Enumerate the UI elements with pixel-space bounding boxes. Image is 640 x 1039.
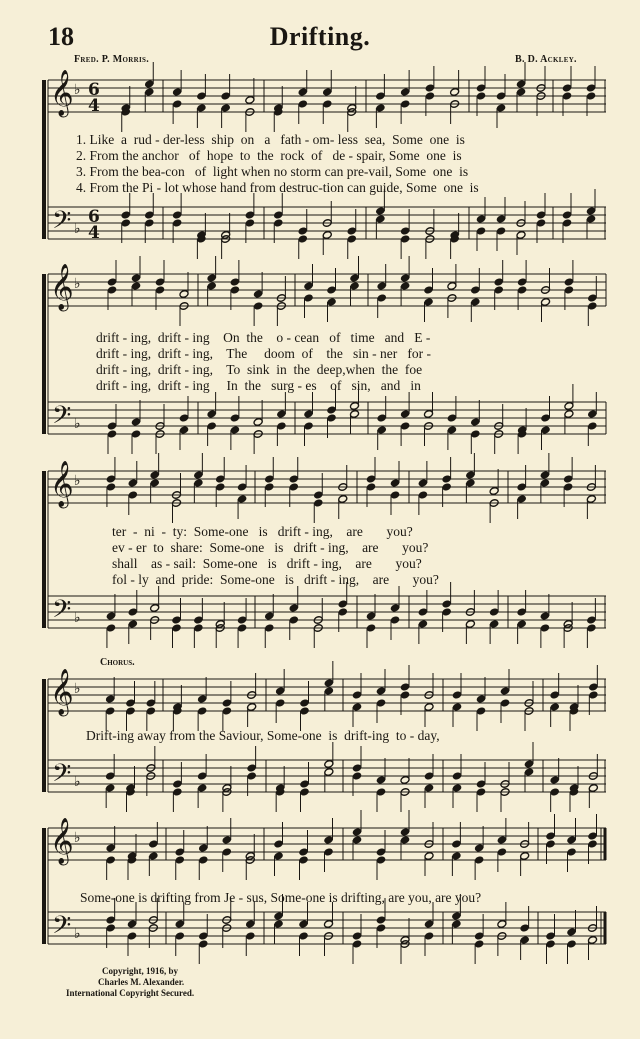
time-signature-numerator: 6 (88, 80, 100, 100)
composer-credit: B. D. Ackley. (515, 54, 577, 65)
copyright-notice (66, 966, 194, 999)
chorus-line-2: Some-one is drifting from Je - sus, Some-one is drifting, are you, are you? (80, 890, 482, 905)
verse-2-line-1: 2. From the anchor of hope to the rock of de - spair, Some one is (76, 148, 462, 163)
flat-icon: ♭ (74, 774, 81, 790)
flat-icon: ♭ (74, 610, 81, 626)
treble-clef-icon: 𝄞 (50, 70, 74, 116)
system-brace (42, 471, 46, 628)
time-signature-denominator: 4 (88, 96, 100, 116)
verse-4-line-2: drift - ing, drift - ing In the surg - es of sin, and in (96, 378, 421, 393)
time-signature-numerator: 6 (88, 207, 100, 227)
hymn-title: Drifting. (269, 22, 371, 51)
flat-icon: ♭ (74, 681, 81, 697)
flat-icon: ♭ (74, 830, 81, 846)
system-brace (42, 828, 46, 944)
verse-1-line-2: drift - ing, drift - ing On the o - cean of time and E - (96, 330, 431, 345)
author-credit: Fred. P. Morris. (74, 54, 149, 65)
verse-2-line-3: ev - er to share: Some-one is drift - ing, are you? (112, 540, 429, 555)
copyright-line: International Copyright Secured. (66, 988, 195, 998)
bass-clef-icon: 𝄢 (52, 595, 72, 630)
verse-3-line-1: 3. From the bea-con of light when no storm can pre-vail, Some one is (76, 164, 469, 179)
verse-4-line-3: fol - ly and pride: Some-one is drift - ing, are you? (112, 572, 439, 587)
hymn-number: 18 (48, 22, 74, 51)
bass-clef-icon: 𝄢 (52, 911, 72, 946)
verse-4-line-1: 4. From the Pi - lot whose hand from destruc-tion can guide, Some one is (76, 180, 479, 195)
system-brace (42, 679, 46, 792)
chorus-label: Chorus. (100, 657, 135, 668)
verse-3-line-3: shall as - sail: Some-one is drift - ing, are you? (112, 556, 422, 571)
flat-icon: ♭ (74, 473, 81, 489)
system-brace (42, 80, 46, 239)
flat-icon: ♭ (74, 221, 81, 237)
flat-icon: ♭ (74, 926, 81, 942)
treble-clef-icon: 𝄞 (50, 669, 74, 715)
bass-clef-icon: 𝄢 (52, 759, 72, 794)
treble-clef-icon: 𝄞 (50, 461, 74, 507)
time-signature-denominator: 4 (88, 223, 100, 243)
system-brace (42, 274, 46, 434)
treble-clef-icon: 𝄞 (50, 818, 74, 864)
flat-icon: ♭ (74, 82, 81, 98)
copyright-line: Charles M. Alexander. (98, 977, 185, 987)
chorus-line-1: Drift-ing away from the Saviour, Some-one is drift-ing to - day, (86, 728, 440, 743)
verse-1-line-1: 1. Like a rud - der-less ship on a fath - om- less sea, Some one is (76, 132, 465, 147)
verse-3-line-2: drift - ing, drift - ing, To sink in the deep,when the foe (96, 362, 423, 377)
verse-1-line-3: ter - ni - ty: Some-one is drift - ing, are you? (112, 524, 413, 539)
verse-2-line-2: drift - ing, drift - ing, The doom of the sin - ner for - (96, 346, 431, 361)
bass-clef-icon: 𝄢 (52, 206, 72, 241)
copyright-line: Copyright, 1916, by (102, 966, 179, 976)
treble-clef-icon: 𝄞 (50, 264, 74, 310)
flat-icon: ♭ (74, 416, 81, 432)
flat-icon: ♭ (74, 276, 81, 292)
bass-clef-icon: 𝄢 (52, 401, 72, 436)
